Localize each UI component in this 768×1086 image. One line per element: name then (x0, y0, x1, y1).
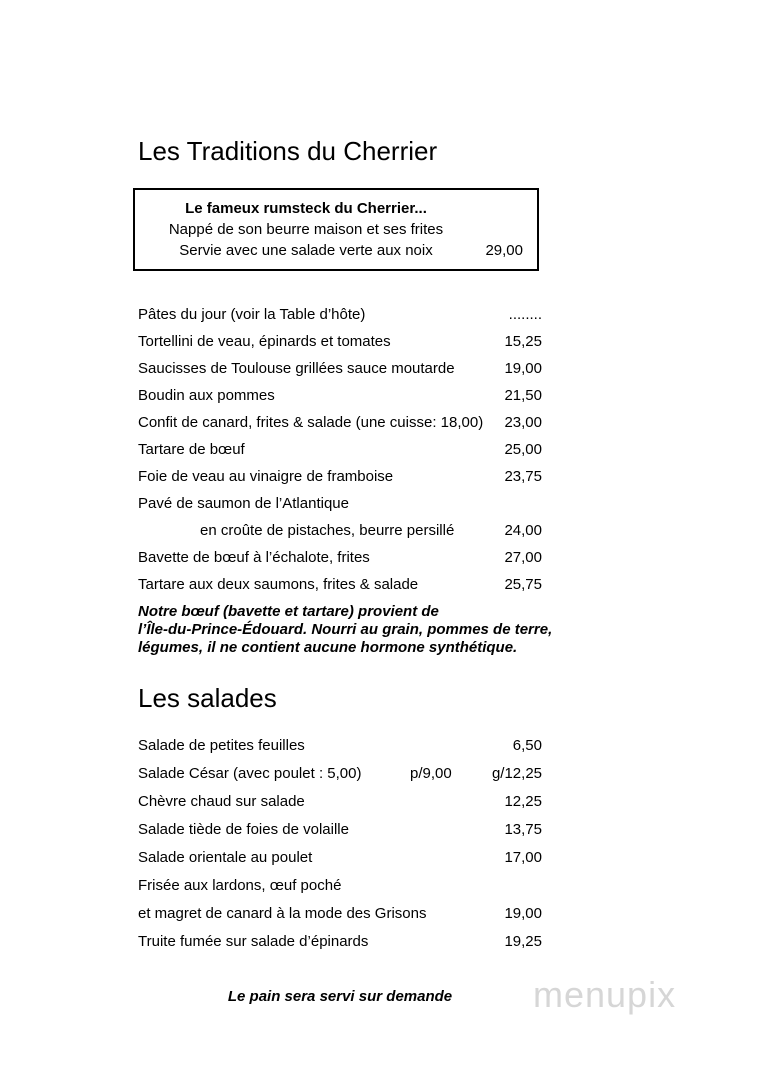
menu-item-row (138, 490, 542, 517)
menu-item-row (138, 871, 542, 899)
item-price: 13,75 (504, 820, 542, 838)
menu-item-row (138, 328, 542, 355)
item-name: et magret de canard à la mode des Grisons (138, 904, 427, 922)
item-price: 17,00 (504, 848, 542, 866)
beef-note-line: Notre bœuf (bavette et tartare) provient de (138, 603, 439, 620)
item-price: 24,00 (504, 522, 542, 539)
item-name: Tortellini de veau, épinards et tomates (138, 333, 391, 350)
beef-note-line: légumes, il ne contient aucune hormone synthétique. (138, 639, 518, 656)
item-price: 19,25 (504, 932, 542, 950)
item-name: Truite fumée sur salade d’épinards (138, 932, 369, 950)
menu-item-row (138, 301, 542, 328)
menu-content (138, 136, 553, 955)
item-name: Salade de petites feuilles (138, 736, 305, 754)
salades-title: Les salades (138, 683, 277, 713)
item-price: 21,50 (504, 387, 542, 404)
menu-item-row (138, 927, 542, 955)
menu-item-row (138, 517, 542, 544)
menu-item-row (138, 544, 542, 571)
menu-item-row (138, 899, 542, 927)
item-name: Chèvre chaud sur salade (138, 792, 305, 810)
item-name: Confit de canard, frites & salade (une cuisse: 18,00) (138, 414, 484, 431)
menu-item-row (138, 815, 542, 843)
item-name: Saucisses de Toulouse grillées sauce moutarde (138, 360, 455, 377)
featured-line2: Servie avec une salade verte aux noix (179, 242, 433, 259)
item-name: Bavette de bœuf à l’échalote, frites (138, 549, 370, 566)
featured-price: 29,00 (485, 242, 523, 259)
item-price: 6,50 (512, 736, 542, 754)
item-price: 25,75 (504, 576, 542, 593)
page-title: Les Traditions du Cherrier (138, 136, 438, 166)
item-price: g/12,25 (491, 764, 542, 782)
watermark: menupix (533, 974, 677, 1015)
menu-item-row (138, 436, 542, 463)
item-price: 27,00 (504, 549, 542, 566)
salades-list (138, 731, 542, 955)
item-name: Tartare de bœuf (138, 441, 245, 458)
featured-title: Le fameux rumsteck du Cherrier... (185, 200, 427, 217)
footer-note: Le pain sera servi sur demande (227, 988, 453, 1005)
item-name: Salade tiède de foies de volaille (138, 820, 349, 838)
menu-item-row (138, 409, 542, 436)
item-mid-price: p/9,00 (410, 764, 452, 782)
item-price: 12,25 (504, 792, 542, 810)
menu-item-row (138, 731, 542, 759)
item-price: 23,00 (504, 414, 542, 431)
item-price: 19,00 (504, 904, 542, 922)
menu-item-row (138, 355, 542, 382)
item-name: Pâtes du jour (voir la Table d’hôte) (138, 306, 366, 323)
menu-item-row (138, 843, 542, 871)
item-price: 19,00 (504, 360, 542, 377)
menu-item-row (138, 571, 542, 598)
menu-item-row (138, 759, 542, 787)
item-name: Salade César (avec poulet : 5,00) (138, 764, 362, 782)
menu-item-row (138, 463, 542, 490)
item-name: Boudin aux pommes (138, 387, 275, 404)
item-name: Frisée aux lardons, œuf poché (138, 876, 342, 894)
item-price: ........ (508, 306, 542, 323)
traditions-list (138, 301, 542, 598)
menu-item-row (138, 787, 542, 815)
item-price: 25,00 (504, 441, 542, 458)
item-name: Tartare aux deux saumons, frites & salade (138, 576, 419, 593)
menu-item-row (138, 382, 542, 409)
item-name: Pavé de saumon de l’Atlantique (138, 495, 349, 512)
beef-note-line: l’Île-du-Prince-Édouard. Nourri au grain, pommes de terre, (138, 621, 553, 638)
featured-box (133, 188, 539, 271)
featured-line1: Nappé de son beurre maison et ses frites (168, 221, 444, 238)
item-price: 15,25 (504, 333, 542, 350)
item-name: Foie de veau au vinaigre de framboise (138, 468, 394, 485)
item-price: 23,75 (504, 468, 542, 485)
item-name: en croûte de pistaches, beurre persillé (200, 522, 455, 539)
beef-note (138, 603, 588, 657)
item-name: Salade orientale au poulet (138, 848, 313, 866)
